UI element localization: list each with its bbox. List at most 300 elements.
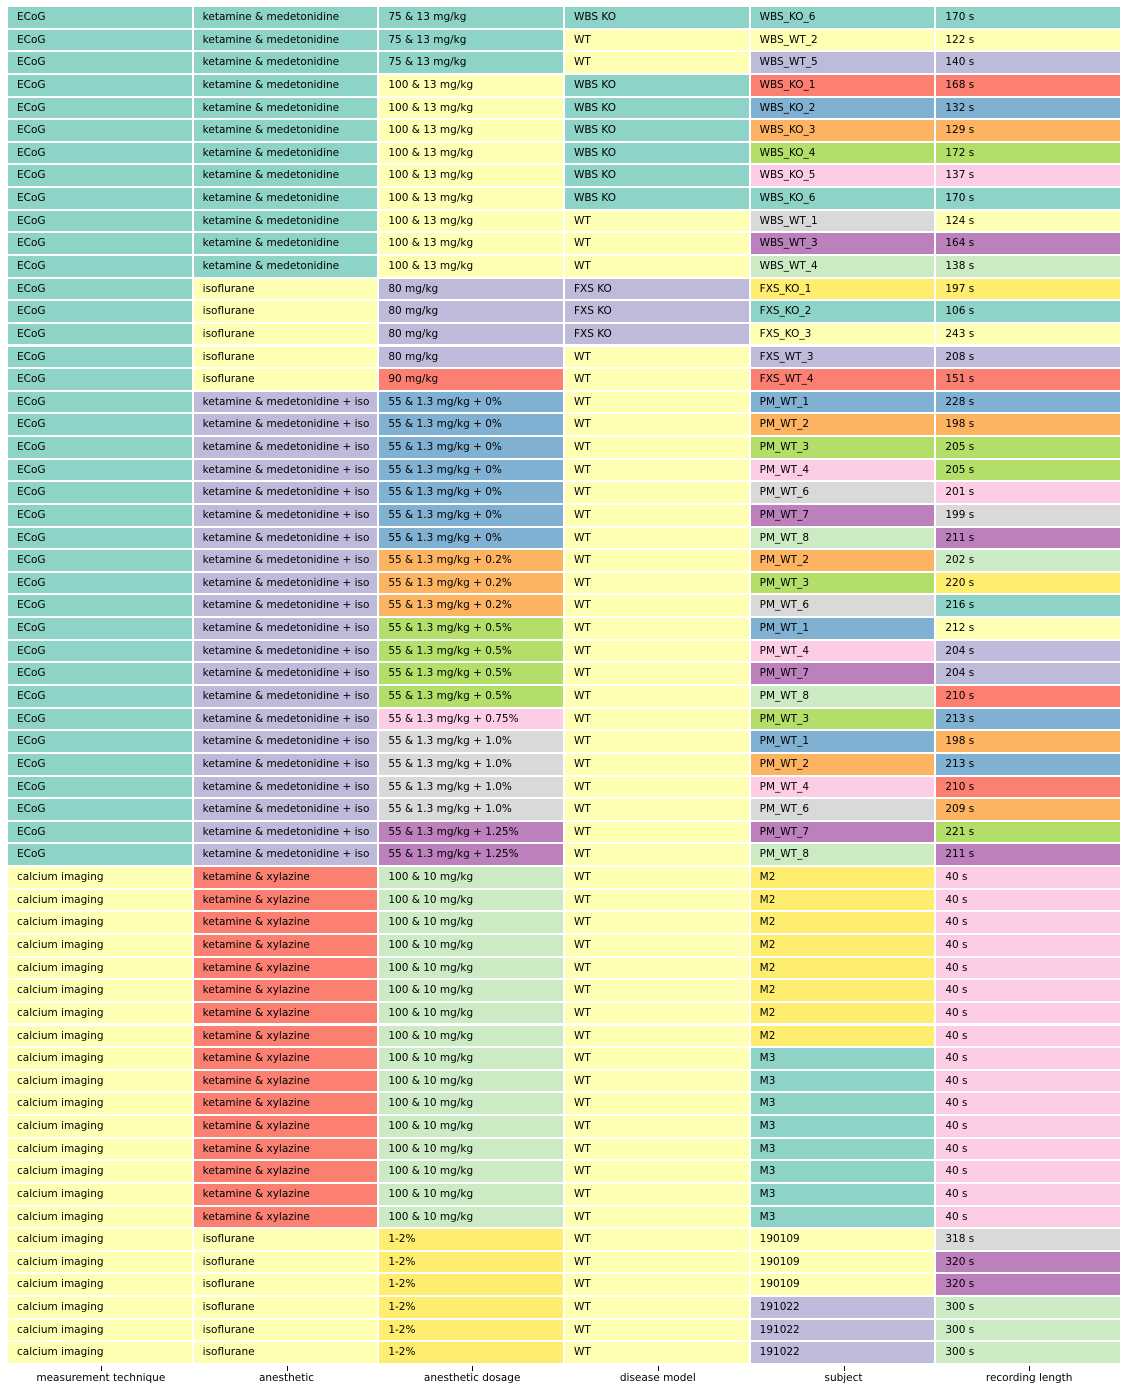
cell-anesthetic: ketamine & xylazine: [194, 1116, 378, 1137]
cell-dosage: 100 & 13 mg/kg: [379, 143, 563, 164]
cell-disease-model: WT: [565, 211, 749, 232]
cell-anesthetic: ketamine & xylazine: [194, 1093, 378, 1114]
cell-recording-length: 199 s: [936, 505, 1120, 526]
cell-disease-model: WT: [565, 1184, 749, 1205]
cell-disease-model: WT: [565, 799, 749, 820]
cell-anesthetic: ketamine & medetonidine: [194, 7, 378, 28]
cell-subject: PM_WT_2: [751, 550, 935, 571]
cell-disease-model: WT: [565, 822, 749, 843]
cell-technique: ECoG: [8, 301, 192, 322]
cell-technique: ECoG: [8, 595, 192, 616]
cell-subject: WBS_WT_1: [751, 211, 935, 232]
cell-dosage: 55 & 1.3 mg/kg + 1.0%: [379, 731, 563, 752]
cell-anesthetic: ketamine & xylazine: [194, 1161, 378, 1182]
cell-recording-length: 40 s: [936, 1071, 1120, 1092]
cell-disease-model: WT: [565, 958, 749, 979]
cell-subject: PM_WT_3: [751, 437, 935, 458]
cell-disease-model: WT: [565, 1071, 749, 1092]
cell-recording-length: 40 s: [936, 958, 1120, 979]
x-tick: [658, 1366, 659, 1371]
cell-dosage: 55 & 1.3 mg/kg + 0%: [379, 528, 563, 549]
cell-recording-length: 132 s: [936, 98, 1120, 119]
cell-disease-model: WT: [565, 1048, 749, 1069]
cell-disease-model: WT: [565, 460, 749, 481]
cell-recording-length: 221 s: [936, 822, 1120, 843]
cell-anesthetic: isoflurane: [194, 1252, 378, 1273]
cell-anesthetic: ketamine & medetonidine: [194, 52, 378, 73]
cell-subject: WBS_KO_6: [751, 188, 935, 209]
x-tick: [287, 1366, 288, 1371]
cell-subject: M3: [751, 1048, 935, 1069]
cell-subject: M2: [751, 935, 935, 956]
cell-technique: ECoG: [8, 414, 192, 435]
cell-technique: ECoG: [8, 573, 192, 594]
cell-anesthetic: isoflurane: [194, 1320, 378, 1341]
cell-anesthetic: ketamine & medetonidine + iso: [194, 709, 378, 730]
cell-recording-length: 40 s: [936, 1207, 1120, 1228]
cell-subject: WBS_KO_6: [751, 7, 935, 28]
x-tick: [472, 1366, 473, 1371]
cell-subject: M2: [751, 867, 935, 888]
cell-dosage: 100 & 10 mg/kg: [379, 1003, 563, 1024]
cell-technique: ECoG: [8, 279, 192, 300]
cell-anesthetic: isoflurane: [194, 1229, 378, 1250]
cell-recording-length: 40 s: [936, 1161, 1120, 1182]
cell-anesthetic: ketamine & medetonidine + iso: [194, 550, 378, 571]
cell-technique: ECoG: [8, 188, 192, 209]
cell-technique: ECoG: [8, 98, 192, 119]
cell-recording-length: 204 s: [936, 641, 1120, 662]
cell-disease-model: WBS KO: [565, 75, 749, 96]
cell-disease-model: WT: [565, 595, 749, 616]
cell-technique: ECoG: [8, 460, 192, 481]
cell-technique: ECoG: [8, 233, 192, 254]
cell-dosage: 100 & 10 mg/kg: [379, 1093, 563, 1114]
cell-technique: ECoG: [8, 211, 192, 232]
cell-technique: ECoG: [8, 482, 192, 503]
cell-disease-model: WT: [565, 1320, 749, 1341]
cell-disease-model: FXS KO: [565, 279, 749, 300]
cell-recording-length: 40 s: [936, 980, 1120, 1001]
cell-subject: FXS_KO_2: [751, 301, 935, 322]
cell-dosage: 55 & 1.3 mg/kg + 0.5%: [379, 663, 563, 684]
cell-recording-length: 170 s: [936, 188, 1120, 209]
cell-technique: ECoG: [8, 686, 192, 707]
cell-recording-length: 211 s: [936, 528, 1120, 549]
cell-anesthetic: ketamine & medetonidine: [194, 143, 378, 164]
cell-disease-model: WT: [565, 482, 749, 503]
cell-technique: ECoG: [8, 822, 192, 843]
cell-subject: M2: [751, 912, 935, 933]
cell-anesthetic: ketamine & xylazine: [194, 1184, 378, 1205]
cell-recording-length: 205 s: [936, 460, 1120, 481]
cell-subject: PM_WT_6: [751, 595, 935, 616]
cell-technique: calcium imaging: [8, 1207, 192, 1228]
cell-anesthetic: ketamine & xylazine: [194, 958, 378, 979]
cell-anesthetic: ketamine & medetonidine + iso: [194, 414, 378, 435]
cell-disease-model: WT: [565, 663, 749, 684]
cell-recording-length: 212 s: [936, 618, 1120, 639]
cell-disease-model: WT: [565, 1207, 749, 1228]
cell-dosage: 100 & 13 mg/kg: [379, 98, 563, 119]
cell-recording-length: 40 s: [936, 1139, 1120, 1160]
cell-recording-length: 198 s: [936, 414, 1120, 435]
column-label: anesthetic dosage: [423, 1372, 521, 1384]
x-tick: [844, 1366, 845, 1371]
cell-technique: ECoG: [8, 392, 192, 413]
cell-anesthetic: ketamine & xylazine: [194, 912, 378, 933]
cell-subject: PM_WT_6: [751, 482, 935, 503]
x-tick: [1029, 1366, 1030, 1371]
cell-dosage: 75 & 13 mg/kg: [379, 7, 563, 28]
cell-subject: PM_WT_8: [751, 686, 935, 707]
column-label: recording length: [985, 1372, 1073, 1384]
cell-dosage: 100 & 10 mg/kg: [379, 1116, 563, 1137]
cell-disease-model: WBS KO: [565, 188, 749, 209]
cell-subject: 191022: [751, 1320, 935, 1341]
cell-subject: M3: [751, 1071, 935, 1092]
cell-anesthetic: ketamine & xylazine: [194, 980, 378, 1001]
cell-anesthetic: isoflurane: [194, 369, 378, 390]
cell-recording-length: 40 s: [936, 890, 1120, 911]
cell-anesthetic: ketamine & medetonidine: [194, 211, 378, 232]
cell-dosage: 80 mg/kg: [379, 301, 563, 322]
cell-dosage: 55 & 1.3 mg/kg + 0.5%: [379, 618, 563, 639]
cell-dosage: 90 mg/kg: [379, 369, 563, 390]
cell-recording-length: 40 s: [936, 1003, 1120, 1024]
cell-technique: calcium imaging: [8, 1026, 192, 1047]
cell-disease-model: WT: [565, 1003, 749, 1024]
cell-disease-model: FXS KO: [565, 301, 749, 322]
cell-dosage: 100 & 10 mg/kg: [379, 958, 563, 979]
cell-anesthetic: ketamine & xylazine: [194, 1048, 378, 1069]
cell-disease-model: WT: [565, 437, 749, 458]
cell-disease-model: WT: [565, 505, 749, 526]
cell-dosage: 1-2%: [379, 1252, 563, 1273]
cell-dosage: 100 & 13 mg/kg: [379, 75, 563, 96]
cell-technique: ECoG: [8, 324, 192, 345]
cell-disease-model: WT: [565, 686, 749, 707]
cell-disease-model: WT: [565, 890, 749, 911]
cell-recording-length: 211 s: [936, 844, 1120, 865]
cell-anesthetic: isoflurane: [194, 1342, 378, 1363]
cell-technique: calcium imaging: [8, 1139, 192, 1160]
cell-dosage: 55 & 1.3 mg/kg + 0.2%: [379, 550, 563, 571]
cell-subject: 190109: [751, 1229, 935, 1250]
cell-technique: ECoG: [8, 731, 192, 752]
cell-subject: PM_WT_2: [751, 754, 935, 775]
column-label: disease model: [619, 1372, 696, 1384]
cell-disease-model: WT: [565, 709, 749, 730]
cell-disease-model: WT: [565, 528, 749, 549]
cell-disease-model: WT: [565, 369, 749, 390]
cell-subject: WBS_KO_5: [751, 165, 935, 186]
cell-dosage: 55 & 1.3 mg/kg + 1.0%: [379, 777, 563, 798]
cell-dosage: 55 & 1.3 mg/kg + 0.5%: [379, 686, 563, 707]
cell-disease-model: WT: [565, 1297, 749, 1318]
cell-subject: PM_WT_1: [751, 618, 935, 639]
cell-dosage: 100 & 13 mg/kg: [379, 233, 563, 254]
cell-anesthetic: ketamine & medetonidine: [194, 256, 378, 277]
cell-recording-length: 40 s: [936, 1093, 1120, 1114]
cell-disease-model: WT: [565, 1161, 749, 1182]
cell-anesthetic: ketamine & medetonidine: [194, 98, 378, 119]
cell-anesthetic: isoflurane: [194, 1274, 378, 1295]
cell-dosage: 100 & 13 mg/kg: [379, 211, 563, 232]
cell-subject: PM_WT_7: [751, 663, 935, 684]
cell-technique: ECoG: [8, 663, 192, 684]
cell-technique: ECoG: [8, 143, 192, 164]
cell-anesthetic: ketamine & medetonidine + iso: [194, 505, 378, 526]
cell-anesthetic: ketamine & medetonidine: [194, 120, 378, 141]
cell-anesthetic: ketamine & medetonidine: [194, 233, 378, 254]
cell-dosage: 100 & 10 mg/kg: [379, 1161, 563, 1182]
cell-recording-length: 198 s: [936, 731, 1120, 752]
cell-dosage: 80 mg/kg: [379, 347, 563, 368]
cell-subject: PM_WT_1: [751, 392, 935, 413]
cell-dosage: 80 mg/kg: [379, 279, 563, 300]
cell-disease-model: WT: [565, 550, 749, 571]
cell-dosage: 100 & 10 mg/kg: [379, 1139, 563, 1160]
cell-dosage: 100 & 13 mg/kg: [379, 165, 563, 186]
cell-disease-model: WT: [565, 414, 749, 435]
cell-anesthetic: ketamine & medetonidine + iso: [194, 573, 378, 594]
cell-recording-length: 300 s: [936, 1342, 1120, 1363]
cell-disease-model: WT: [565, 30, 749, 51]
cell-dosage: 100 & 10 mg/kg: [379, 935, 563, 956]
cell-technique: ECoG: [8, 709, 192, 730]
cell-recording-length: 197 s: [936, 279, 1120, 300]
cell-subject: 191022: [751, 1297, 935, 1318]
cell-anesthetic: isoflurane: [194, 1297, 378, 1318]
cell-disease-model: WT: [565, 256, 749, 277]
cell-dosage: 55 & 1.3 mg/kg + 1.25%: [379, 844, 563, 865]
cell-technique: ECoG: [8, 641, 192, 662]
cell-anesthetic: ketamine & medetonidine + iso: [194, 482, 378, 503]
cell-subject: PM_WT_4: [751, 641, 935, 662]
cell-recording-length: 40 s: [936, 1116, 1120, 1137]
cell-disease-model: WBS KO: [565, 120, 749, 141]
cell-subject: WBS_WT_3: [751, 233, 935, 254]
cell-technique: calcium imaging: [8, 1342, 192, 1363]
cell-technique: ECoG: [8, 505, 192, 526]
column-label: measurement technique: [36, 1372, 166, 1384]
cell-dosage: 100 & 13 mg/kg: [379, 256, 563, 277]
cell-disease-model: WT: [565, 1139, 749, 1160]
cell-disease-model: WBS KO: [565, 143, 749, 164]
cell-recording-length: 209 s: [936, 799, 1120, 820]
cell-technique: ECoG: [8, 777, 192, 798]
cell-subject: PM_WT_3: [751, 573, 935, 594]
cell-dosage: 1-2%: [379, 1342, 563, 1363]
cell-subject: FXS_KO_1: [751, 279, 935, 300]
cell-disease-model: WT: [565, 1229, 749, 1250]
cell-dosage: 55 & 1.3 mg/kg + 0.2%: [379, 595, 563, 616]
cell-technique: calcium imaging: [8, 890, 192, 911]
cell-subject: PM_WT_3: [751, 709, 935, 730]
cell-recording-length: 40 s: [936, 867, 1120, 888]
cell-anesthetic: ketamine & medetonidine + iso: [194, 392, 378, 413]
cell-disease-model: WT: [565, 980, 749, 1001]
cell-technique: ECoG: [8, 165, 192, 186]
cell-subject: M2: [751, 890, 935, 911]
cell-technique: calcium imaging: [8, 958, 192, 979]
cell-dosage: 55 & 1.3 mg/kg + 0%: [379, 505, 563, 526]
cell-anesthetic: isoflurane: [194, 324, 378, 345]
cell-dosage: 55 & 1.3 mg/kg + 0.5%: [379, 641, 563, 662]
cell-recording-length: 137 s: [936, 165, 1120, 186]
cell-technique: ECoG: [8, 256, 192, 277]
cell-anesthetic: isoflurane: [194, 301, 378, 322]
cell-anesthetic: ketamine & medetonidine + iso: [194, 799, 378, 820]
cell-anesthetic: ketamine & xylazine: [194, 890, 378, 911]
cell-recording-length: 40 s: [936, 1048, 1120, 1069]
cell-anesthetic: ketamine & medetonidine: [194, 75, 378, 96]
cell-anesthetic: ketamine & xylazine: [194, 1207, 378, 1228]
cell-recording-length: 151 s: [936, 369, 1120, 390]
cell-technique: ECoG: [8, 618, 192, 639]
cell-disease-model: WT: [565, 1116, 749, 1137]
cell-dosage: 100 & 10 mg/kg: [379, 890, 563, 911]
cell-recording-length: 40 s: [936, 935, 1120, 956]
cell-dosage: 80 mg/kg: [379, 324, 563, 345]
cell-disease-model: WBS KO: [565, 98, 749, 119]
cell-technique: ECoG: [8, 550, 192, 571]
cell-subject: FXS_KO_3: [751, 324, 935, 345]
cell-subject: 191022: [751, 1342, 935, 1363]
cell-subject: PM_WT_2: [751, 414, 935, 435]
cell-anesthetic: ketamine & medetonidine + iso: [194, 437, 378, 458]
cell-subject: M2: [751, 958, 935, 979]
cell-disease-model: WT: [565, 1252, 749, 1273]
cell-anesthetic: ketamine & medetonidine + iso: [194, 777, 378, 798]
cell-recording-length: 208 s: [936, 347, 1120, 368]
cell-disease-model: WT: [565, 844, 749, 865]
cell-subject: PM_WT_6: [751, 799, 935, 820]
cell-dosage: 100 & 10 mg/kg: [379, 1207, 563, 1228]
cell-subject: WBS_WT_4: [751, 256, 935, 277]
cell-dosage: 55 & 1.3 mg/kg + 1.0%: [379, 754, 563, 775]
cell-subject: M3: [751, 1139, 935, 1160]
cell-dosage: 100 & 10 mg/kg: [379, 867, 563, 888]
cell-dosage: 100 & 10 mg/kg: [379, 1048, 563, 1069]
cell-anesthetic: ketamine & xylazine: [194, 1071, 378, 1092]
column-label: anesthetic: [258, 1372, 315, 1384]
cell-subject: 190109: [751, 1252, 935, 1273]
cell-technique: calcium imaging: [8, 1003, 192, 1024]
cell-technique: ECoG: [8, 120, 192, 141]
cell-dosage: 100 & 13 mg/kg: [379, 120, 563, 141]
cell-disease-model: WT: [565, 731, 749, 752]
cell-anesthetic: ketamine & medetonidine: [194, 165, 378, 186]
cell-disease-model: WT: [565, 1342, 749, 1363]
cell-subject: M3: [751, 1116, 935, 1137]
cell-technique: calcium imaging: [8, 1320, 192, 1341]
cell-subject: PM_WT_4: [751, 460, 935, 481]
cell-subject: M2: [751, 1026, 935, 1047]
cell-dosage: 100 & 10 mg/kg: [379, 1026, 563, 1047]
cell-technique: calcium imaging: [8, 1048, 192, 1069]
cell-recording-length: 40 s: [936, 1184, 1120, 1205]
x-tick: [101, 1366, 102, 1371]
cell-subject: FXS_WT_4: [751, 369, 935, 390]
cell-disease-model: WT: [565, 233, 749, 254]
cell-technique: calcium imaging: [8, 1297, 192, 1318]
cell-technique: ECoG: [8, 844, 192, 865]
cell-anesthetic: ketamine & medetonidine: [194, 188, 378, 209]
cell-disease-model: WT: [565, 912, 749, 933]
cell-disease-model: WT: [565, 777, 749, 798]
cell-subject: PM_WT_4: [751, 777, 935, 798]
cell-anesthetic: ketamine & medetonidine + iso: [194, 822, 378, 843]
cell-anesthetic: ketamine & medetonidine + iso: [194, 731, 378, 752]
cell-subject: M3: [751, 1161, 935, 1182]
cell-technique: ECoG: [8, 754, 192, 775]
cell-subject: PM_WT_7: [751, 505, 935, 526]
cell-dosage: 1-2%: [379, 1297, 563, 1318]
cell-dosage: 55 & 1.3 mg/kg + 0%: [379, 414, 563, 435]
cell-subject: M2: [751, 1003, 935, 1024]
cell-recording-length: 228 s: [936, 392, 1120, 413]
cell-technique: ECoG: [8, 528, 192, 549]
cell-disease-model: WT: [565, 1093, 749, 1114]
cell-subject: PM_WT_8: [751, 844, 935, 865]
cell-anesthetic: ketamine & xylazine: [194, 1003, 378, 1024]
cell-disease-model: WT: [565, 573, 749, 594]
cell-anesthetic: ketamine & medetonidine + iso: [194, 754, 378, 775]
cell-technique: calcium imaging: [8, 1161, 192, 1182]
cell-dosage: 55 & 1.3 mg/kg + 0.2%: [379, 573, 563, 594]
cell-disease-model: WBS KO: [565, 7, 749, 28]
cell-anesthetic: ketamine & xylazine: [194, 1139, 378, 1160]
cell-dosage: 1-2%: [379, 1229, 563, 1250]
cell-recording-length: 213 s: [936, 709, 1120, 730]
cell-recording-length: 122 s: [936, 30, 1120, 51]
cell-dosage: 55 & 1.3 mg/kg + 1.0%: [379, 799, 563, 820]
cell-subject: M3: [751, 1093, 935, 1114]
cell-recording-length: 318 s: [936, 1229, 1120, 1250]
cell-technique: ECoG: [8, 30, 192, 51]
cell-subject: PM_WT_1: [751, 731, 935, 752]
cell-recording-length: 106 s: [936, 301, 1120, 322]
cell-technique: ECoG: [8, 799, 192, 820]
cell-disease-model: FXS KO: [565, 324, 749, 345]
cell-subject: WBS_KO_1: [751, 75, 935, 96]
cell-subject: WBS_WT_2: [751, 30, 935, 51]
cell-anesthetic: ketamine & xylazine: [194, 935, 378, 956]
cell-technique: calcium imaging: [8, 980, 192, 1001]
cell-technique: calcium imaging: [8, 1184, 192, 1205]
cell-subject: WBS_WT_5: [751, 52, 935, 73]
cell-anesthetic: ketamine & medetonidine + iso: [194, 663, 378, 684]
cell-technique: ECoG: [8, 7, 192, 28]
cell-disease-model: WT: [565, 867, 749, 888]
cell-dosage: 100 & 10 mg/kg: [379, 980, 563, 1001]
cell-technique: calcium imaging: [8, 1093, 192, 1114]
cell-dosage: 55 & 1.3 mg/kg + 1.25%: [379, 822, 563, 843]
cell-technique: ECoG: [8, 75, 192, 96]
cell-recording-length: 164 s: [936, 233, 1120, 254]
cell-recording-length: 204 s: [936, 663, 1120, 684]
cell-technique: calcium imaging: [8, 912, 192, 933]
cell-recording-length: 172 s: [936, 143, 1120, 164]
cell-technique: ECoG: [8, 52, 192, 73]
cell-technique: ECoG: [8, 437, 192, 458]
cell-subject: M3: [751, 1207, 935, 1228]
cell-recording-length: 243 s: [936, 324, 1120, 345]
cell-recording-length: 40 s: [936, 912, 1120, 933]
cell-technique: calcium imaging: [8, 1071, 192, 1092]
